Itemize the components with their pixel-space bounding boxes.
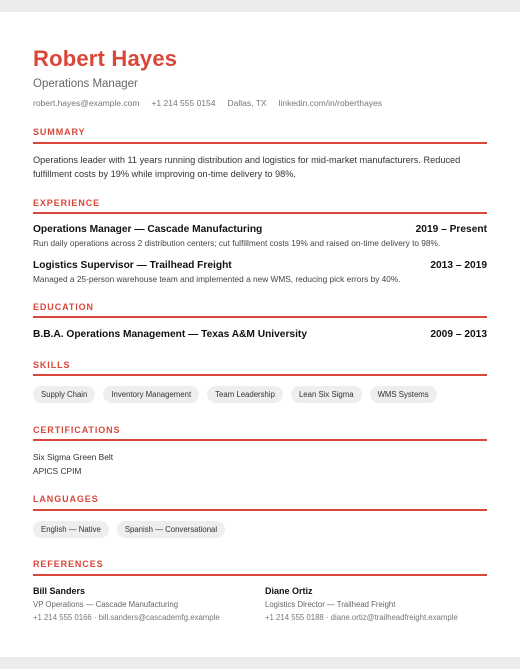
- languages-heading: LANGUAGES: [33, 494, 99, 504]
- summary-text: Operations leader with 11 years running distribution and logistics for mid-market manufacturers. Reduced fulfillment costs by 19% while improving on-time delivery to 98%.: [33, 155, 461, 179]
- reference-name: Bill Sanders: [33, 586, 86, 596]
- reference-name: Diane Ortiz: [265, 586, 313, 596]
- summary-divider: [33, 142, 487, 144]
- reference-card: [33, 586, 253, 622]
- contact-phone[interactable]: +1 214 555 0154: [151, 98, 216, 108]
- resume-page: [0, 12, 520, 657]
- skill-chip: WMS Systems: [370, 386, 437, 403]
- experience-entry-description: Run daily operations across 2 distribution centers; cut fulfillment costs 19% and raised on-time delivery to 98%.: [33, 238, 441, 248]
- contact-line: [33, 98, 382, 108]
- skills-heading: SKILLS: [33, 360, 71, 370]
- reference-title: Logistics Director — Trailhead Freight: [265, 600, 396, 609]
- candidate-role: Operations Manager: [33, 78, 138, 90]
- experience-entry-title: Logistics Supervisor — Trailhead Freight: [33, 260, 232, 271]
- experience-entry-dates: 2013 – 2019: [430, 260, 487, 271]
- language-chip: English — Native: [33, 521, 109, 538]
- reference-card: [265, 586, 495, 622]
- education-entry-title: B.B.A. Operations Management — Texas A&M University: [33, 329, 307, 340]
- experience-entry-header: [33, 260, 487, 271]
- experience-entry-title: Operations Manager — Cascade Manufacturing: [33, 224, 263, 235]
- skills-divider: [33, 374, 487, 376]
- education-divider: [33, 316, 487, 318]
- candidate-name: Robert Hayes: [33, 46, 178, 71]
- experience-entry-dates: 2019 – Present: [415, 224, 487, 235]
- reference-title: VP Operations — Cascade Manufacturing: [33, 600, 179, 609]
- reference-contact[interactable]: +1 214 555 0166 · bill.sanders@cascademfg.example: [33, 613, 220, 622]
- reference-contact[interactable]: +1 214 555 0188 · diane.ortiz@trailheadfreight.example: [265, 613, 458, 622]
- skill-chip: Supply Chain: [33, 386, 95, 403]
- experience-heading: EXPERIENCE: [33, 198, 101, 208]
- certifications-heading: CERTIFICATIONS: [33, 425, 121, 435]
- skill-chip: Inventory Management: [103, 386, 199, 403]
- certification-item: APICS CPIM: [33, 466, 82, 476]
- skill-chip: Lean Six Sigma: [291, 386, 362, 403]
- education-entry-header: [33, 329, 487, 340]
- references-heading: REFERENCES: [33, 559, 104, 569]
- languages-divider: [33, 509, 487, 511]
- skill-chip: Team Leadership: [207, 386, 283, 403]
- language-chip: Spanish — Conversational: [117, 521, 225, 538]
- skills-list: [33, 386, 437, 403]
- experience-divider: [33, 212, 487, 214]
- references-divider: [33, 574, 487, 576]
- summary-heading: SUMMARY: [33, 127, 86, 137]
- contact-email[interactable]: robert.hayes@example.com: [33, 98, 140, 108]
- experience-entry-description: Managed a 25-person warehouse team and implemented a new WMS, reducing pick errors by 40%.: [33, 274, 401, 284]
- certification-item: Six Sigma Green Belt: [33, 452, 114, 462]
- contact-linkedin[interactable]: linkedin.com/in/roberthayes: [278, 98, 383, 108]
- education-heading: EDUCATION: [33, 302, 94, 312]
- certifications-divider: [33, 439, 487, 441]
- education-entry-dates: 2009 – 2013: [430, 329, 487, 340]
- contact-location: Dallas, TX: [227, 98, 267, 108]
- experience-entry-header: [33, 224, 487, 235]
- languages-list: [33, 521, 225, 538]
